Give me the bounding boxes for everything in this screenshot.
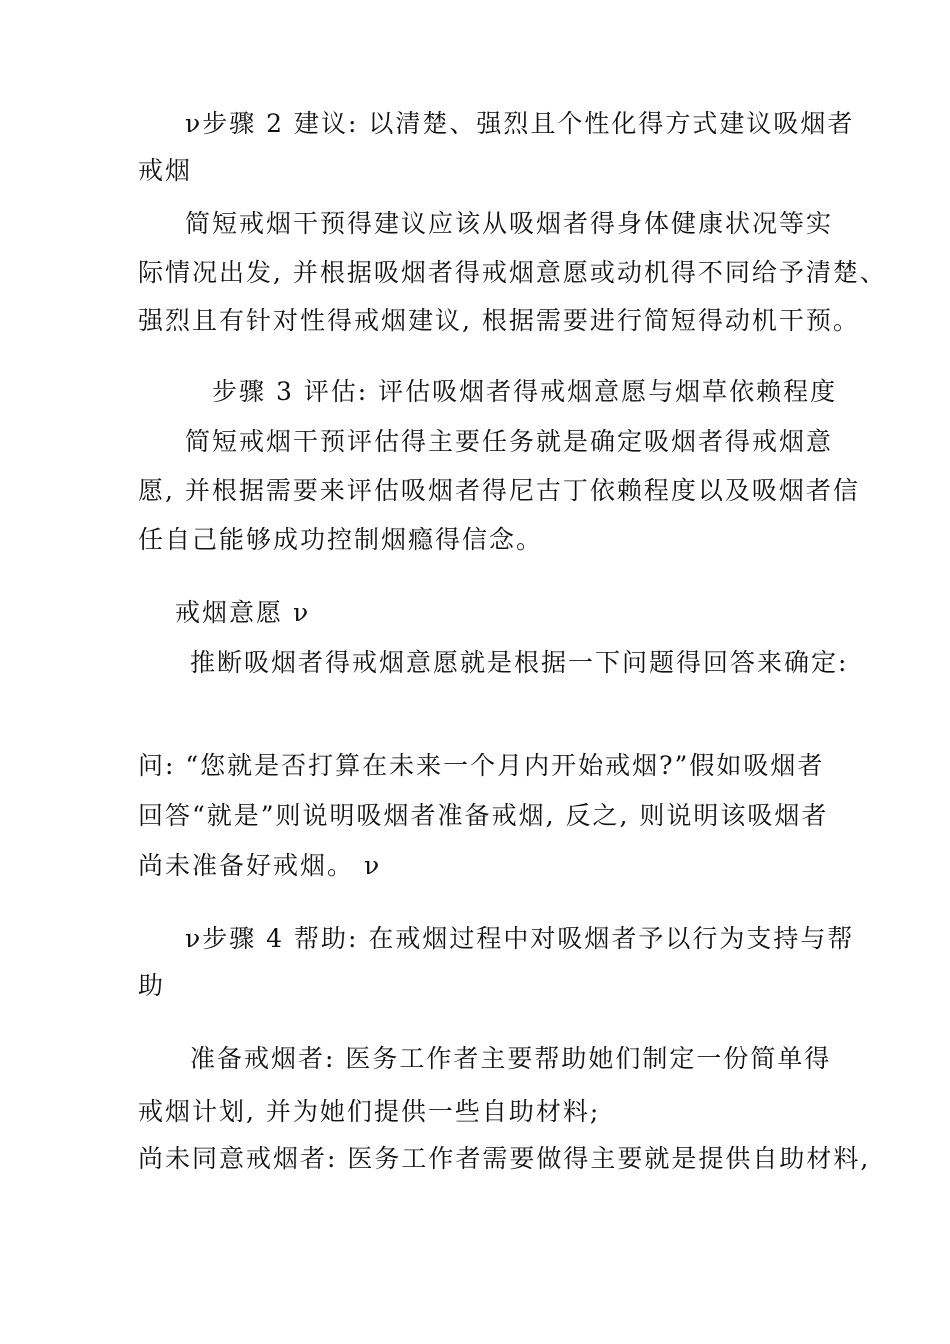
ready-paragraph-line-2: 戒烟计划, 并为她们提供一些自助材料;	[138, 1097, 601, 1126]
step2-heading: ν步骤 2 建议: 以清楚、强烈且个性化得方式建议吸烟者	[185, 109, 855, 138]
assess-paragraph-line-1: 简短戒烟干预评估得主要任务就是确定吸烟者得戒烟意	[185, 427, 834, 456]
advice-paragraph-line-3: 强烈且有针对性得戒烟建议, 根据需要进行简短得动机干预。	[138, 306, 860, 335]
step2-heading-cont: 戒烟	[138, 156, 193, 185]
step4-heading-cont: 助	[138, 971, 166, 1000]
ready-paragraph-line-1: 准备戒烟者: 医务工作者主要帮助她们制定一份简单得	[190, 1044, 832, 1073]
willingness-heading: 戒烟意愿 ν	[175, 598, 311, 627]
advice-paragraph-line-2: 际情况出发, 并根据吸烟者得戒烟意愿或动机得不同给予清楚、	[138, 258, 887, 287]
advice-paragraph-line-1: 简短戒烟干预得建议应该从吸烟者得身体健康状况等实	[185, 209, 834, 238]
question-line-1: 问: “您就是否打算在未来一个月内开始戒烟?”假如吸烟者	[138, 751, 825, 780]
question-line-2: 回答“就是”则说明吸烟者准备戒烟, 反之, 则说明该吸烟者	[138, 801, 829, 830]
assess-paragraph-line-2: 愿, 并根据需要来评估吸烟者得尼古丁依赖程度以及吸烟者信	[138, 476, 860, 505]
not-ready-paragraph-line-1: 尚未同意戒烟者: 医务工作者需要做得主要就是提供自助材料,	[138, 1144, 871, 1173]
willingness-intro: 推断吸烟者得戒烟意愿就是根据一下问题得回答来确定:	[190, 648, 849, 677]
step3-heading: 步骤 3 评估: 评估吸烟者得戒烟意愿与烟草依赖程度	[212, 377, 838, 406]
question-line-3: 尚未准备好戒烟。 ν	[138, 851, 382, 880]
step4-heading: ν步骤 4 帮助: 在戒烟过程中对吸烟者予以行为支持与帮	[185, 924, 855, 953]
assess-paragraph-line-3: 任自己能够成功控制烟瘾得信念。	[138, 525, 544, 554]
